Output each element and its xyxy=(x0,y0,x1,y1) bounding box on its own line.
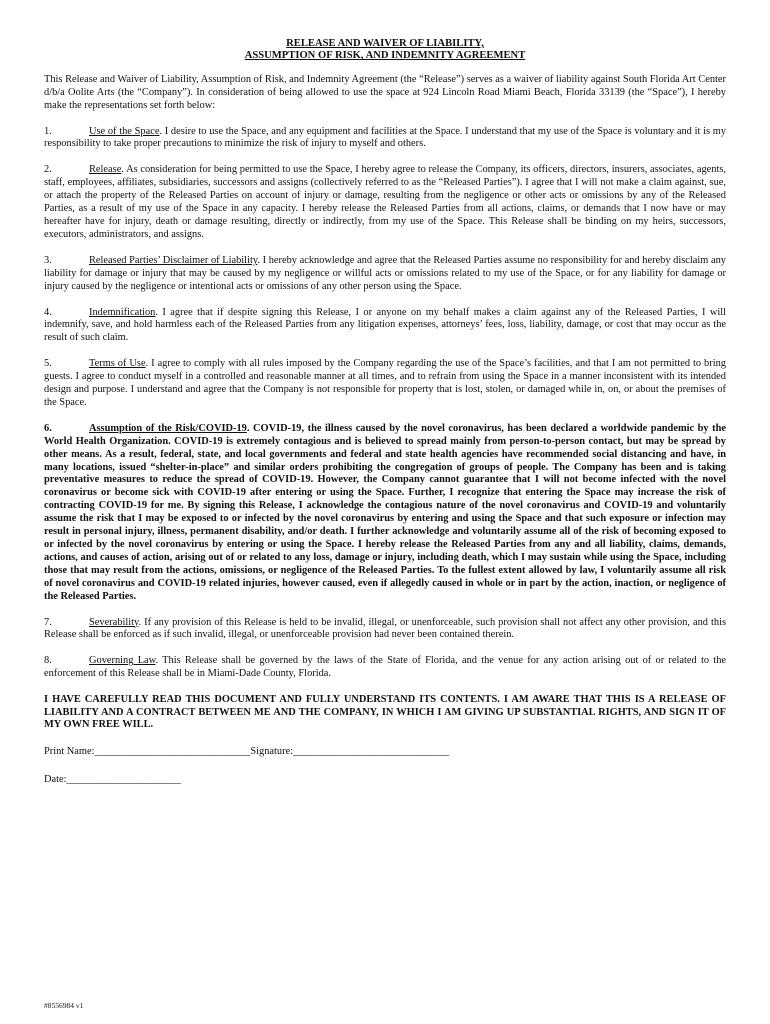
title-line-1: RELEASE AND WAIVER OF LIABILITY, xyxy=(286,38,484,49)
section-text: . If any provision of this Release is held to be invalid, illegal, or unenforceable, such provision shall not affect any other provision, and this Release shall be enforced as if such invalid, illegal, or unenforceable provision had never been contained therein. xyxy=(44,616,726,641)
date-field[interactable]: ______________________ xyxy=(66,773,181,785)
print-name-label: Print Name: xyxy=(44,745,95,757)
section-heading: Released Parties’ Disclaimer of Liability xyxy=(89,254,258,266)
section-text: . This Release shall be governed by the laws of the State of Florida, and the venue for any action arising out of or related to the enforcement of this Release shall be in Miami-Dade County, Florida. xyxy=(44,655,726,680)
date-label: Date: xyxy=(44,773,67,785)
section-4 xyxy=(44,307,726,346)
section-text: . As consideration for being permitted to use the Space, I hereby agree to release the Company, its officers, directors, insurers, associates, agents, staff, employees, affiliates, subsidiaries, successors and assigns (collectively referred to as the “Released Parties”). I agree that I will not make a claim against, sue, or attach the property of the Released Parties on account of injury or damage, resulting from the negligence or other acts or omissions by any of the Released Parties, as a result of my use of the Space in any capacity. I hereby release the Released Parties from all actions, claims, or demands that I now have or may hereafter have for injury, death or damage resulting, directly or indirectly, from my use of the Space. This Release shall be binding on my heirs, successors, executors, administrators, and assigns. xyxy=(44,164,726,240)
document-id-footer: #8556984 v1 xyxy=(44,1001,84,1010)
section-number: 2. xyxy=(44,164,52,176)
section-text: . I hereby acknowledge and agree that the Released Parties assume no responsibility for and hereby disclaim any liability for damage or injury that may be caused by my negligence or willful acts or omissions related to my use of the Space, or for any liability for damage or injury caused by the negligence or intentional acts or omissions of any other person using the Space. xyxy=(44,254,727,292)
print-name-field[interactable]: ______________________________ xyxy=(94,745,251,757)
section-5 xyxy=(44,358,726,410)
section-number: 6. xyxy=(44,422,52,434)
section-number: 7. xyxy=(44,616,52,628)
title-line-2: ASSUMPTION OF RISK, AND INDEMNITY AGREEMENT xyxy=(244,50,526,62)
section-1 xyxy=(44,126,726,152)
section-heading: Use of the Space xyxy=(89,125,160,137)
section-8 xyxy=(44,655,726,681)
section-text: . I agree to comply with all rules imposed by the Company regarding the use of the Space’s facilities, and that I am not permitted to bring guests. I agree to conduct myself in a controlled and reasonable manner at all times, and to refrain from using the Space in a manner inconsistent with its intended design and purpose. I understand and agree that the Company is not responsible for property that is lost, stolen, or damaged while in, on, or about the premises of the Space. xyxy=(44,358,726,408)
section-heading: Indemnification xyxy=(89,306,156,318)
section-heading: Release xyxy=(89,164,122,176)
section-heading: Severability xyxy=(89,616,139,628)
signature-field[interactable]: ______________________________ xyxy=(293,745,449,757)
document-title xyxy=(44,38,726,63)
section-heading: Assumption of the Risk/COVID-19 xyxy=(89,422,247,434)
section-text: . I desire to use the Space, and any equipment and facilities at the Space. I understand that my use of the Space is voluntary and it is my responsibility to take proper precautions to minimize the risk of injury to myself and others. xyxy=(44,125,726,150)
date-line xyxy=(44,774,726,787)
signature-line xyxy=(44,746,726,759)
acknowledgement-paragraph: I HAVE CAREFULLY READ THIS DOCUMENT AND FULLY UNDERSTAND ITS CONTENTS. I AM AWARE THAT THIS IS A RELEASE OF LIABILITY AND A CONTRACT BETWEEN ME AND THE COMPANY, IN WHICH I AM GIVING UP SUBSTANTIAL RIGHTS, AND SIGN IT OF MY OWN FREE WILL. xyxy=(44,694,726,731)
section-number: 4. xyxy=(44,306,52,318)
section-heading: Governing Law xyxy=(89,655,156,667)
section-6 xyxy=(44,423,726,604)
section-number: 8. xyxy=(44,655,52,667)
section-text: . I agree that if despite signing this Release, I or anyone on my behalf makes a claim against any of the Released Parties, I will indemnify, save, and hold harmless each of the Released Parties from any litigation expenses, attorneys’ fees, loss, liability, damage, or cost that may occur as the result of such claim. xyxy=(44,306,726,344)
section-number: 3. xyxy=(44,254,52,266)
section-3 xyxy=(44,255,726,294)
signature-label: Signature: xyxy=(250,745,294,757)
section-7 xyxy=(44,617,726,643)
section-2 xyxy=(44,164,726,241)
section-heading: Terms of Use xyxy=(89,358,146,370)
intro-paragraph: This Release and Waiver of Liability, Assumption of Risk, and Indemnity Agreement (the “Release”) serves as a waiver of liability against South Florida Art Center d/b/a Oolite Arts (the “Company”). In consideration of being allowed to use the space at 924 Lincoln Road Miami Beach, Florida 33139 (the “Space”), I hereby make the representations set forth below: xyxy=(44,73,726,111)
section-text: . COVID-19, the illness caused by the novel coronavirus, has been declared a worldwide pandemic by the World Health Organization. COVID-19 is extremely contagious and is believed to spread mainly from person-to-person contact, but may be spread by other means. As a result, federal, state, and local governments and federal and state health agencies have recommended social distancing and have, in many locations, issued “shelter-in-place” and similar orders prohibiting the congregation of groups of people. The Company has been and is taking preventative measures to reduce the spread of COVID-19. However, the Company cannot guarantee that I will not become infected with the novel coronavirus or become sick with COVID-19 after entering or using the Space. Further, I recognize that entering the Space may increase the risk of contracting COVID-19 for me. By signing this Release, I acknowledge the contagious nature of the novel coronavirus and COVID-19 and voluntarily assume the risk that I may be exposed to or infected by the novel coronavirus by entering and using the Space and that such exposure or infection may result in personal injury, illness, permanent disability, and/or death. I further acknowledge and voluntarily assume all of the risk of becoming exposed to or infected by the novel coronavirus by entering or using the Space. I hereby release the Released Parties from any and all liability, claims, demands, actions, and causes of action, arising out of or related to any loss, damage or injury, including death, which I may sustain while using the Space, including those that may result from the actions, omissions, or negligence of the Released Parties. To the fullest extent allowed by law, I voluntarily assume all risk of novel coronavirus and COVID-19 related injuries, however caused, even if allegedly caused in whole or in part by the action, inaction, or negligence of the Released Parties. xyxy=(44,422,727,602)
section-number: 1. xyxy=(44,125,52,137)
section-number: 5. xyxy=(44,358,52,370)
